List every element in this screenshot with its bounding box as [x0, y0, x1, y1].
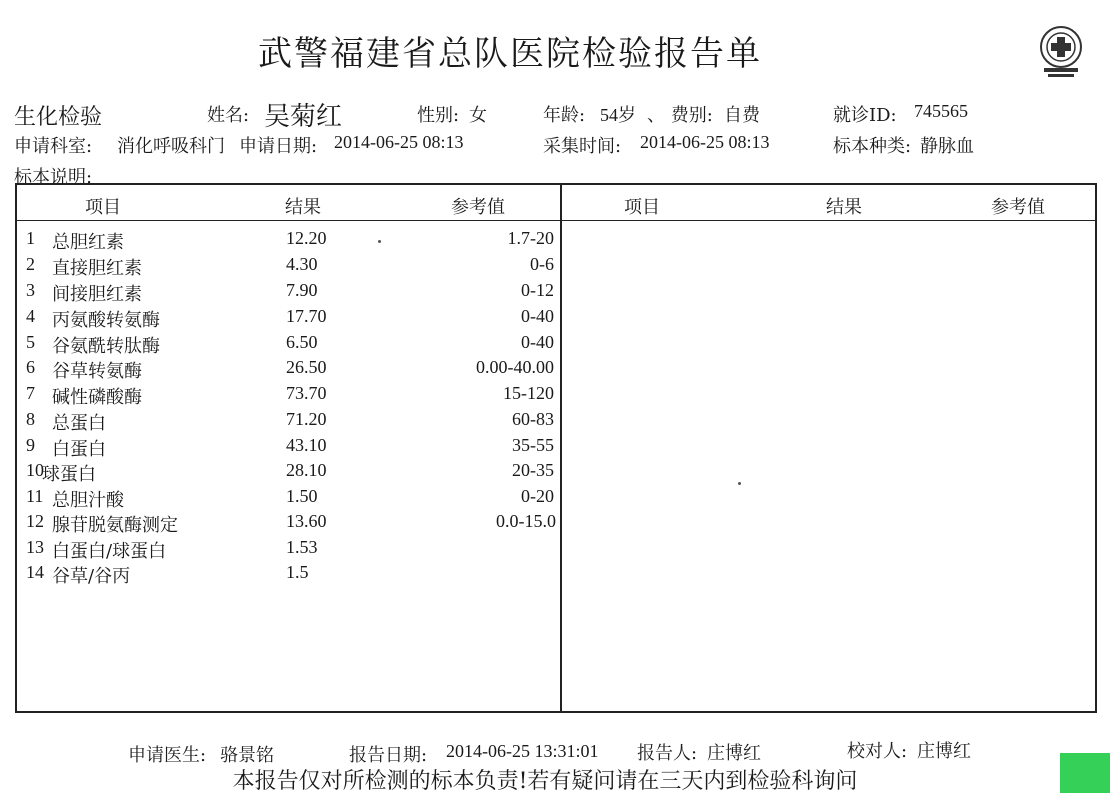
row-reference: 20-35 [512, 460, 554, 480]
age-label: 年龄: [543, 105, 586, 126]
specimen-note-label: 标本说明: [14, 167, 93, 188]
gender-label: 性别: [417, 105, 460, 126]
row-result: 71.20 [286, 409, 327, 429]
hospital-logo-icon [1030, 20, 1092, 82]
row-result: 26.50 [286, 357, 327, 377]
row-index: 10 [26, 460, 44, 480]
row-result: 7.90 [286, 280, 318, 300]
table-row [17, 280, 560, 306]
row-reference: 0-6 [530, 254, 554, 274]
col-header-result-right: 结果 [826, 197, 862, 218]
row-item-name: 碱性磷酸酶 [52, 387, 142, 408]
row-result: 4.30 [286, 254, 318, 274]
row-result: 1.50 [286, 486, 318, 506]
corner-badge [1060, 753, 1110, 793]
results-table [15, 183, 1097, 713]
table-row [17, 228, 560, 254]
row-item-name: 直接胆红素 [52, 258, 142, 279]
row-reference: 0-20 [521, 486, 554, 506]
row-result: 6.50 [286, 332, 318, 352]
row-reference: 0.00-40.00 [476, 357, 554, 377]
col-header-result: 结果 [285, 197, 321, 218]
specimen-type-value: 静脉血 [920, 136, 974, 157]
row-index: 3 [26, 280, 35, 300]
row-index: 7 [26, 383, 35, 403]
row-item-name: 白蛋白 [52, 439, 106, 460]
row-result: 13.60 [286, 511, 327, 531]
table-row [17, 486, 560, 512]
table-row [17, 383, 560, 409]
patient-name: 吴菊红 [264, 102, 343, 132]
row-reference: 0-40 [521, 306, 554, 326]
table-row [17, 537, 560, 563]
row-item-name: 谷氨酰转肽酶 [52, 336, 160, 357]
row-item-name: 丙氨酸转氨酶 [52, 310, 160, 331]
collect-time-label: 采集时间: [543, 136, 622, 157]
doctor-label: 申请医生: [128, 745, 207, 766]
row-reference: 0-12 [521, 280, 554, 300]
row-index: 9 [26, 435, 35, 455]
row-item-name: 白蛋白/球蛋白 [52, 541, 167, 562]
report-date-label: 报告日期: [349, 745, 428, 766]
reporter-value: 庄博红 [707, 743, 761, 764]
reporter-label: 报告人: [637, 743, 698, 764]
table-row [17, 409, 560, 435]
gender-value: 女 [469, 105, 487, 126]
row-result: 17.70 [286, 306, 327, 326]
patient-name-label: 姓名: [207, 105, 250, 126]
row-index: 11 [26, 486, 44, 506]
report-date-value: 2014-06-25 13:31:01 [446, 741, 599, 761]
row-reference: 60-83 [512, 409, 554, 429]
report-category: 生化检验 [14, 105, 103, 130]
table-row [17, 562, 560, 588]
row-index: 1 [26, 228, 35, 248]
row-reference: 0.0-15.0 [496, 511, 556, 531]
age-value: 54岁 [600, 105, 636, 125]
row-reference: 0-40 [521, 332, 554, 352]
fee-value: 自费 [724, 105, 760, 126]
row-index: 8 [26, 409, 35, 429]
table-row [17, 511, 560, 537]
checker-value: 庄博红 [917, 741, 971, 762]
table-row [17, 306, 560, 332]
col-header-item-right: 项目 [624, 197, 660, 218]
col-header-reference-right: 参考值 [991, 197, 1045, 218]
request-date-label: 申请日期: [239, 136, 318, 157]
row-item-name: 间接胆红素 [52, 284, 142, 305]
row-item-name: 谷草/谷丙 [52, 566, 131, 587]
row-item-name: 球蛋白 [42, 464, 96, 485]
col-header-item: 项目 [85, 197, 121, 218]
row-result: 12.20 [286, 228, 327, 248]
row-result: 43.10 [286, 435, 327, 455]
row-index: 13 [26, 537, 44, 557]
specimen-type-label: 标本种类: [833, 136, 912, 157]
row-item-name: 总胆汁酸 [52, 490, 124, 511]
row-result: 1.53 [286, 537, 318, 557]
row-index: 4 [26, 306, 35, 326]
row-index: 14 [26, 562, 44, 582]
row-reference: 35-55 [512, 435, 554, 455]
report-title: 武警福建省总队医院检验报告单 [258, 34, 762, 74]
row-item-name: 总蛋白 [52, 413, 106, 434]
dept-value: 消化呼吸科门 [117, 136, 225, 157]
row-reference: 15-120 [503, 383, 554, 403]
request-date-value: 2014-06-25 08:13 [334, 132, 464, 152]
row-reference: 1.7-20 [507, 228, 554, 248]
disclaimer-notice: 本报告仅对所检测的标本负责!若有疑问请在三天内到检验科询问 [232, 769, 858, 794]
row-result: 73.70 [286, 383, 327, 403]
checker-label: 校对人: [847, 741, 908, 762]
row-result: 1.5 [286, 562, 309, 582]
collect-time-value: 2014-06-25 08:13 [640, 132, 770, 152]
row-index: 2 [26, 254, 35, 274]
row-item-name: 谷草转氨酶 [52, 361, 142, 382]
doctor-value: 骆景铭 [220, 745, 274, 766]
visit-id-value: 745565 [914, 101, 968, 121]
col-header-reference: 参考值 [451, 197, 505, 218]
row-index: 5 [26, 332, 35, 352]
row-index: 12 [26, 511, 44, 531]
dept-label: 申请科室: [14, 136, 93, 157]
scan-speck [738, 482, 741, 485]
row-item-name: 总胆红素 [52, 232, 124, 253]
row-item-name: 腺苷脱氨酶测定 [52, 515, 178, 536]
table-row [17, 435, 560, 461]
row-index: 6 [26, 357, 35, 377]
table-row [17, 460, 560, 486]
table-row [17, 332, 560, 358]
fee-label: 、 费别: [647, 105, 713, 126]
visit-id-label: 就诊ID: [833, 105, 897, 126]
scan-speck [378, 240, 381, 243]
table-row [17, 357, 560, 383]
table-row [17, 254, 560, 280]
row-result: 28.10 [286, 460, 327, 480]
